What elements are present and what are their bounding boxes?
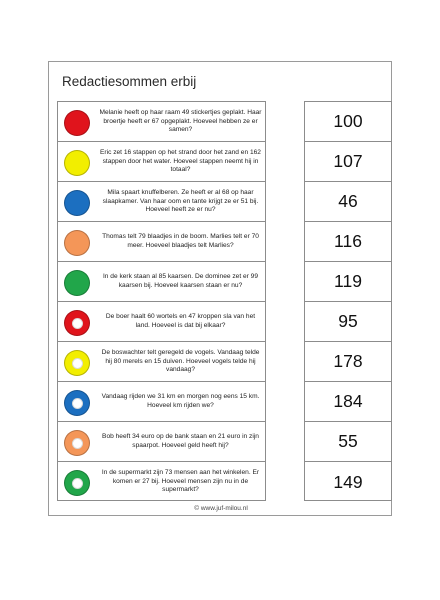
- red-ring-icon: [64, 310, 90, 336]
- question-text: Mila spaart knuffelberen. Ze heeft er al 68 op haar slaapkamer. Van haar oom en tante krijgt ze er 51 bij. Hoeveel heeft ze er nu?: [102, 189, 259, 214]
- answer-cell: 95: [305, 302, 391, 342]
- question-row: [58, 262, 265, 302]
- question-row: [58, 422, 265, 462]
- orange-circle-icon: [64, 230, 90, 256]
- question-row: [58, 382, 265, 422]
- answer-cell: 46: [305, 182, 391, 222]
- question-text: In de supermarkt zijn 73 mensen aan het winkelen. Er komen er 27 bij. Hoeveel mensen zijn nu in de supermarkt?: [101, 469, 260, 494]
- question-row: [58, 342, 265, 382]
- question-row: [58, 302, 265, 342]
- question-text: De boswachter telt geregeld de vogels. Vandaag telde hij 80 merels en 15 duiven. Hoeveel vogels telde hij vandaag?: [101, 349, 260, 374]
- question-text: Vandaag rijden we 31 km en morgen nog eens 15 km. Hoeveel km rijden we?: [101, 393, 260, 409]
- copyright-footer: © www.juf-milou.nl: [194, 505, 248, 512]
- orange-ring-icon: [64, 430, 90, 456]
- answer-cell: 149: [333, 471, 363, 492]
- question-text: Eric zet 16 stappen op het strand door het zand en 162 stappen door het water. Hoeveel stappen neemt hij in totaal?: [100, 149, 261, 174]
- answers-table: [304, 101, 392, 501]
- answer-cell: 116: [305, 222, 391, 262]
- blue-circle-icon: [64, 190, 90, 216]
- answer-cell: 184: [305, 382, 391, 422]
- question-row: [58, 462, 265, 502]
- red-circle-icon: [64, 110, 90, 136]
- question-text: Melanie heeft op haar raam 49 stickertjes geplakt. Haar broertje heeft er 67 opgeplakt. Hoeveel hebben ze er samen?: [99, 109, 262, 134]
- yellow-ring-icon: [64, 350, 90, 376]
- question-text: In de kerk staan al 85 kaarsen. De dominee zet er 99 kaarsen bij. Hoeveel kaarsen staan er nu?: [102, 273, 259, 289]
- blue-ring-icon: [64, 390, 90, 416]
- answer-cell: 55: [305, 422, 391, 462]
- question-row: [58, 142, 265, 182]
- answer-cell: 178: [305, 342, 391, 382]
- question-row: [58, 222, 265, 262]
- yellow-circle-icon: [64, 150, 90, 176]
- question-row: [58, 102, 265, 142]
- question-row: [58, 182, 265, 222]
- question-text: Bob heeft 34 euro op de bank staan en 21 euro in zijn spaarpot. Hoeveel geld heeft hij?: [102, 433, 259, 449]
- worksheet: [48, 61, 392, 516]
- answer-cell: 107: [305, 142, 391, 182]
- worksheet-title: Redactiesommen erbij: [62, 74, 197, 89]
- answer-cell: 100: [305, 102, 391, 142]
- question-text: De boer haalt 60 wortels en 47 kroppen sla van het land. Hoeveel is dat bij elkaar?: [105, 313, 256, 329]
- green-circle-icon: [64, 270, 90, 296]
- green-ring-icon: [64, 470, 90, 496]
- questions-table: [57, 101, 266, 501]
- answer-cell: 119: [305, 262, 391, 302]
- question-text: Thomas telt 79 blaadjes in de boom. Marlies telt er 70 meer. Hoeveel blaadjes telt Marlies?: [102, 233, 259, 249]
